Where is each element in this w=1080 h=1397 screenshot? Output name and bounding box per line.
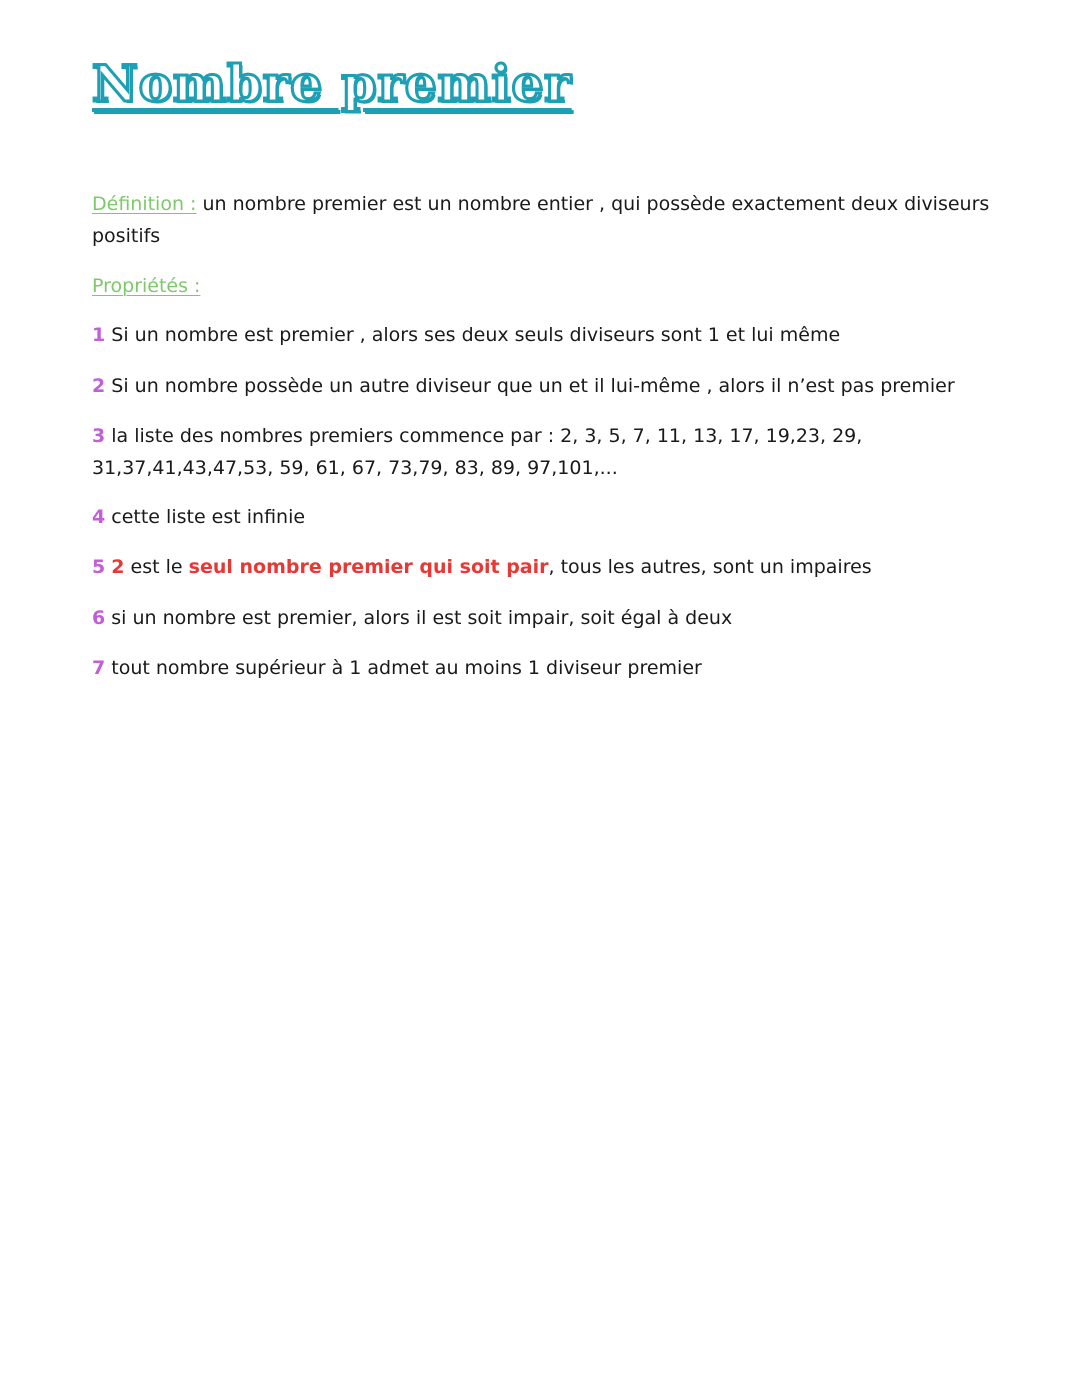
property-number: 6 [92, 607, 106, 629]
property-number: 2 [92, 375, 106, 397]
property-text: Si un nombre est premier , alors ses deux seuls diviseurs sont 1 et lui même [105, 324, 841, 346]
property-item-5 [92, 551, 997, 583]
property-item-6 [92, 602, 997, 634]
property-number: 4 [92, 506, 106, 528]
definition-text: un nombre premier est un nombre entier , qui possède exactement deux diviseurs positifs [92, 193, 990, 247]
property-number: 7 [92, 657, 106, 679]
property-item-1 [92, 319, 997, 351]
property-text: est le [124, 556, 189, 578]
highlight-text: seul nombre premier qui soit pair [188, 556, 549, 578]
highlight-number: 2 [111, 556, 125, 578]
properties-heading [92, 270, 997, 302]
property-number: 5 [92, 556, 106, 578]
property-text: tout nombre supérieur à 1 admet au moins 1 diviseur premier [105, 657, 702, 679]
property-text: la liste des nombres premiers commence par : 2, 3, 5, 7, 11, 13, 17, 19,23, 29, 31,37,41,43,47,53, 59, 61, 67, 73,79, 83, 89, 97,101,... [92, 425, 863, 479]
property-item-3 [92, 420, 997, 484]
definition-label: Définition : [92, 193, 197, 215]
property-text: Si un nombre possède un autre diviseur que un et il lui-même , alors il n’est pas premier [105, 375, 955, 397]
property-number: 1 [92, 324, 106, 346]
definition-paragraph [92, 188, 997, 252]
property-item-7 [92, 652, 997, 684]
property-number: 3 [92, 425, 106, 447]
property-text-end: , tous les autres, sont un impaires [548, 556, 872, 578]
property-text: cette liste est infinie [105, 506, 306, 528]
property-item-4 [92, 501, 997, 533]
property-text: si un nombre est premier, alors il est soit impair, soit égal à deux [105, 607, 733, 629]
properties-label: Propriétés : [92, 275, 201, 297]
page-title: Nombre premier [92, 54, 572, 113]
property-item-2 [92, 370, 997, 402]
